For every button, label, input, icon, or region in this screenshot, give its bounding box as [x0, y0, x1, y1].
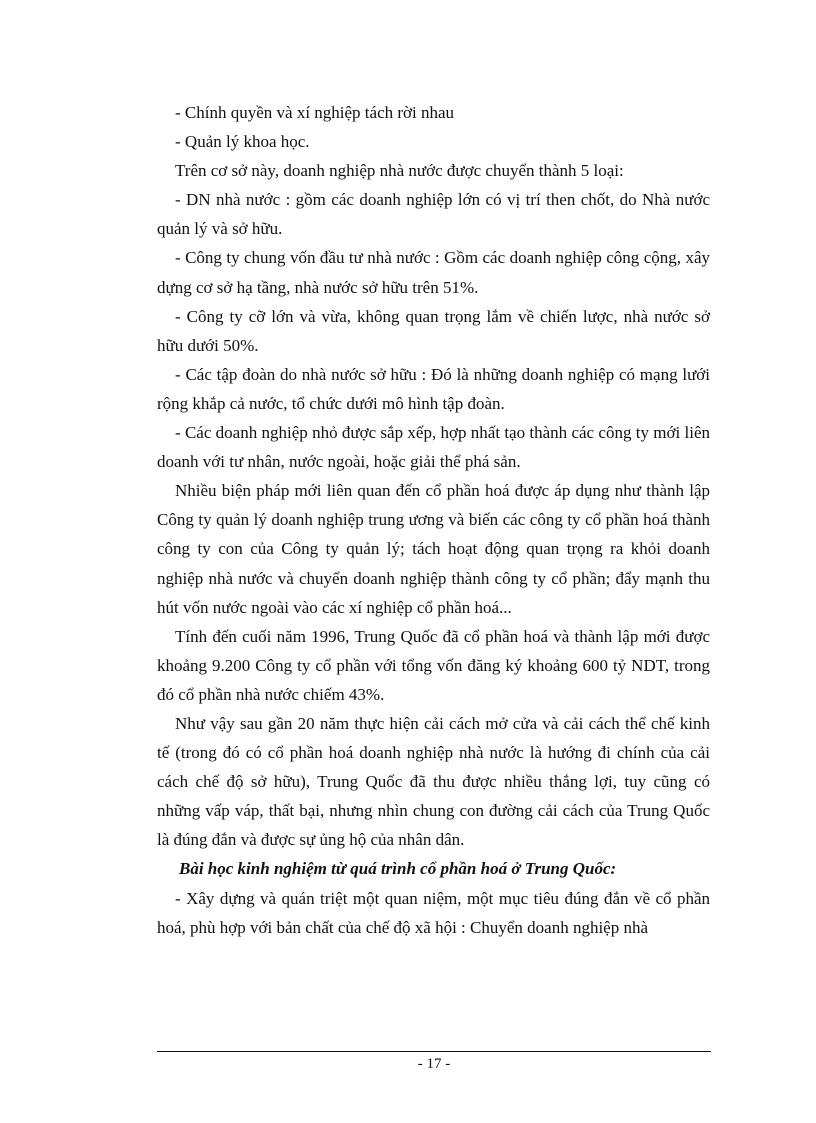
page-number: - 17 -	[417, 1056, 451, 1072]
paragraph-1: - Chính quyền và xí nghiệp tách rời nhau	[175, 103, 455, 122]
paragraph-2: - Quản lý khoa học.	[175, 132, 310, 152]
paragraph-5: - Công ty chung vốn đầu tư nhà nước : Gồm các doanh nghiệp công cộng, xây dựng cơ sở hạ tầng, nhà nước sở hữu trên 51%.	[157, 248, 710, 297]
paragraph-13: - Xây dựng và quán triệt một quan niệm, một mục tiêu đúng đắn về cổ phần hoá, phù hợp với bản chất của chế độ xã hội : Chuyển doanh nghiệp nhà	[157, 888, 710, 937]
paragraph-4: - DN nhà nước : gồm các doanh nghiệp lớn có vị trí then chốt, do Nhà nước quản lý và sở hữu.	[157, 190, 710, 239]
paragraph-9: Nhiều biện pháp mới liên quan đến cổ phần hoá được áp dụng như thành lập Công ty quản lý doanh nghiệp trung ương và biến các công ty cổ phần hoá thành công ty con của Công ty quản lý; tách hoạt động quan trọng ra khỏi doanh nghiệp nhà nước và chuyển doanh nghiệp thành công ty cổ phần; đẩy mạnh thu hút vốn nước ngoài vào các xí nghiệp cổ phần hoá...	[157, 481, 710, 617]
paragraph-6: - Công ty cỡ lớn và vừa, không quan trọng lắm về chiến lược, nhà nước sở hữu dưới 50%.	[157, 306, 710, 355]
paragraph-8: - Các doanh nghiệp nhỏ được sắp xếp, hợp nhất tạo thành các công ty mới liên doanh với tư nhân, nước ngoài, hoặc giải thể phá sản.	[157, 423, 710, 472]
paragraph-10: Tính đến cuối năm 1996, Trung Quốc đã cổ phần hoá và thành lập mới được khoảng 9.200 Công ty cổ phần với tổng vốn đăng ký khoảng 600 tỷ NDT, trong đó cổ phần nhà nước chiếm 43%.	[157, 626, 710, 704]
section-heading: Bài học kinh nghiệm từ quá trình cổ phần hoá ở Trung Quốc:	[179, 859, 617, 879]
paragraph-7: - Các tập đoàn do nhà nước sở hữu : Đó là những doanh nghiệp có mạng lưới rộng khắp cả nước, tổ chức dưới mô hình tập đoàn.	[157, 364, 710, 413]
document-body	[157, 98, 710, 942]
paragraph-11: Như vậy sau gần 20 năm thực hiện cải cách mở cửa và cải cách thể chế kinh tế (trong đó có cổ phần hoá doanh nghiệp nhà nước là hướng đi chính của cải cách chế độ sở hữu), Trung Quốc đã thu được nhiều thắng lợi, tuy cũng có những vấp váp, thất bại, nhưng nhìn chung con đường cải cách của Trung Quốc là đúng đắn và được sự ủng hộ của nhân dân.	[157, 713, 710, 850]
paragraph-3: Trên cơ sở này, doanh nghiệp nhà nước được chuyển thành 5 loại:	[175, 161, 624, 181]
footer-divider	[157, 1051, 711, 1052]
